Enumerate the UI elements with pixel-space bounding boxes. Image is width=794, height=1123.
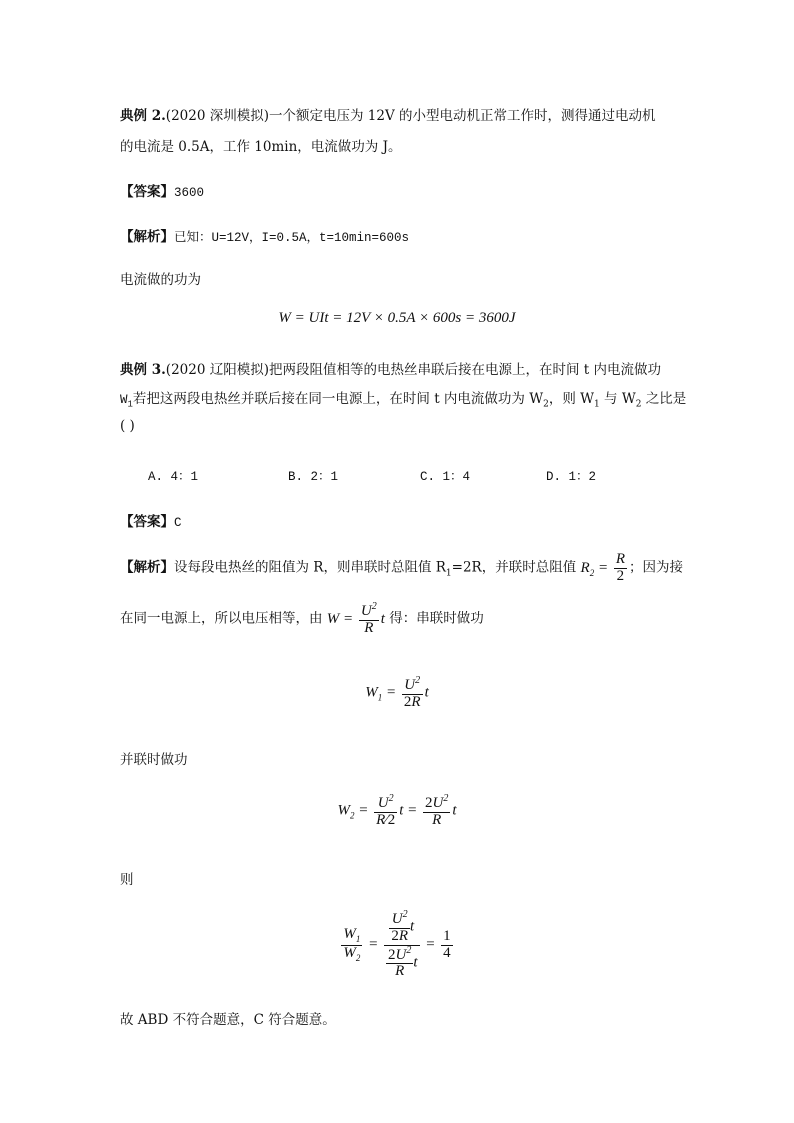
option-c: C. 1：4 <box>420 470 471 484</box>
option-a: A. 4：1 <box>148 470 199 484</box>
example3-answer: 【答案】C <box>120 514 182 530</box>
example3-question-line2: $W_1$若把这两段电热丝并联后接在同一电源上，在时间 t 内电流做功为 $W_2$，则 $W_1$ 与 $W_2$ 之比是 <box>120 391 687 410</box>
example2-label: 典例 2 <box>120 108 162 124</box>
r2-formula: $R_2$ = $\frac{R}{2}$ <box>580 551 625 584</box>
example3-question-line1: 典例 3.(2020 辽阳模拟)把两段阻值相等的电热丝串联后接在电源上，在时间 t 内电流做功 <box>120 362 661 378</box>
conclusion: 故 ABD 不符合题意，C 符合题意。 <box>120 1012 336 1028</box>
work-formula: W = $\frac{U^2}{R}$ t <box>326 601 385 636</box>
option-b: B. 2：1 <box>288 470 339 484</box>
example3-options <box>148 466 668 486</box>
parallel-text: 并联时做功 <box>120 752 188 768</box>
example3-label: 典例 3 <box>120 362 162 378</box>
equation-w1: $W_1$ = $\frac{U^2}{2R}$ t <box>365 675 429 710</box>
example3-analysis-line1: 【解析】设每段电热丝的阻值为 R，则串联时总阻值 $R_1=2R$，并联时总阻值 $R_2$ = $\frac{R}{2}$ ；因为接 <box>120 551 683 584</box>
then-text: 则 <box>120 872 134 888</box>
example2-question-part1: 一个额定电压为 12V 的小型电动机正常工作时，测得通过电动机 <box>268 108 656 124</box>
example3-source: (2020 辽阳模拟) <box>165 362 269 378</box>
example2-source: (2020 深圳模拟) <box>165 108 269 124</box>
equation-w2: $W_2$ = $\frac{U^2}{R⁄2}$ t = $\frac{2U^2}{R}$ t <box>337 793 457 828</box>
example2-answer: 【答案】3600 <box>120 184 205 200</box>
example3-question-line3: ( ) <box>120 418 135 434</box>
option-d: D. 1：2 <box>546 470 597 484</box>
equation-ratio: $\frac{W_1}{W_2}$ = $\frac{U^2}{2R}$ t $\frac{2U^2}{R}$ t = $\frac{1}{4}$ <box>343 909 451 980</box>
example3-analysis-line2: 在同一电源上，所以电压相等，由 W = $\frac{U^2}{R}$ t 得：串联时做功 <box>120 601 484 636</box>
example2-analysis: 【解析】已知：U=12V，I=0.5A，t=10min=600s <box>120 229 410 245</box>
example2-question-line1: 典例 2.(2020 深圳模拟)一个额定电压为 12V 的小型电动机正常工作时，测得通过电动机 <box>120 108 656 124</box>
example2-work-text: 电流做的功为 <box>120 272 201 288</box>
example2-question-line2: 的电流是 0.5A，工作 10min，电流做功为 J。 <box>120 139 402 155</box>
example2-equation: W = UIt = 12V × 0.5A × 600s = 3600J <box>278 310 516 326</box>
